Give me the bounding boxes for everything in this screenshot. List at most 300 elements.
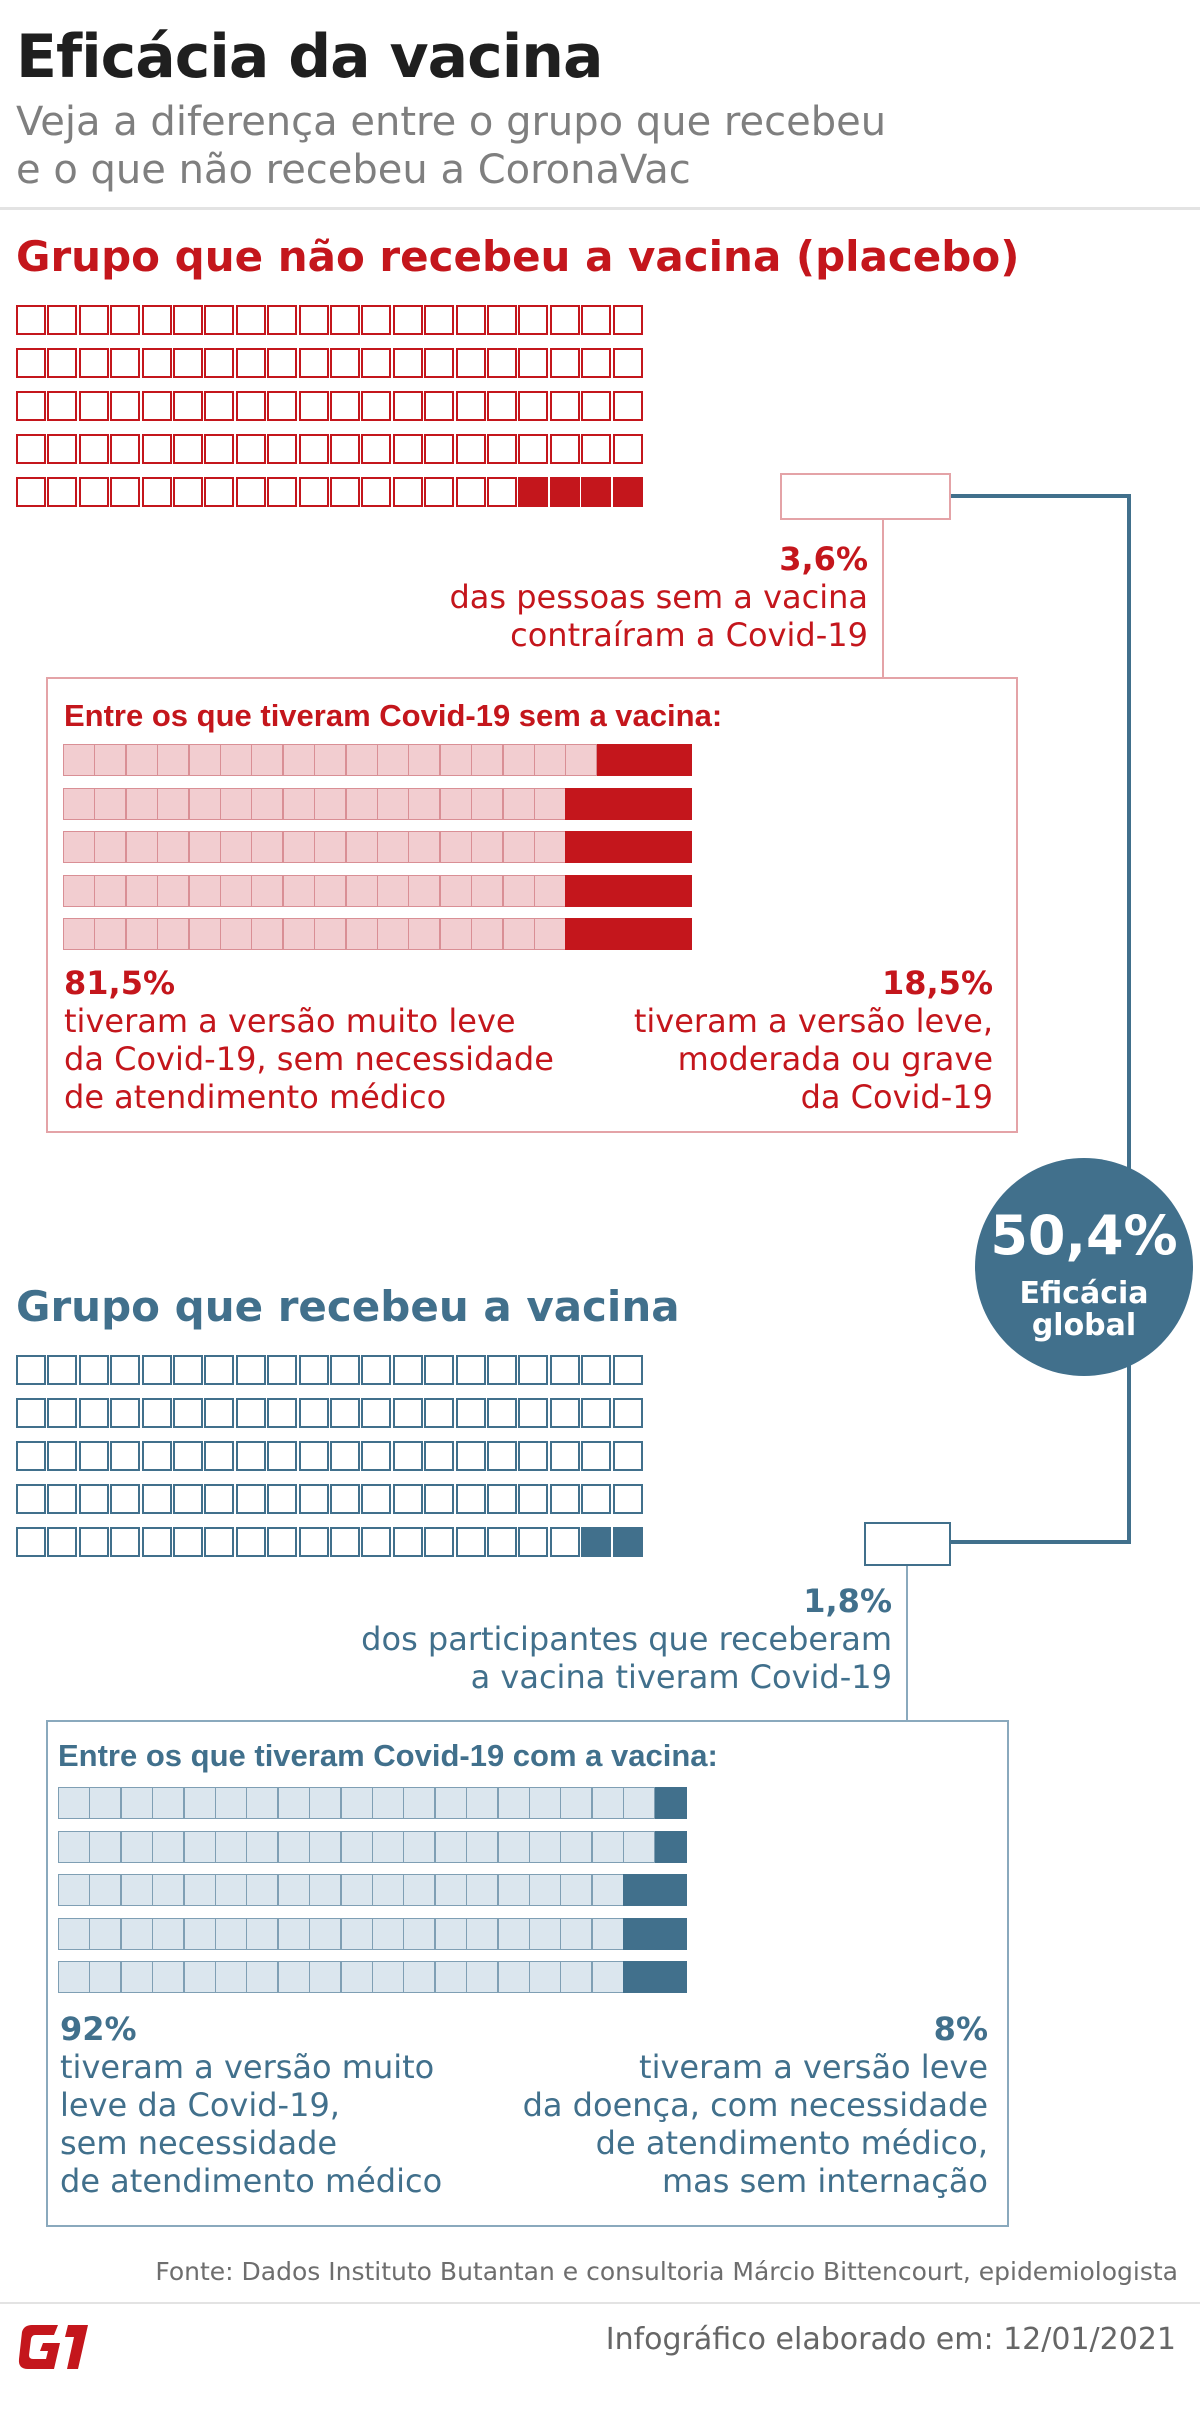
not-infected-cell — [47, 348, 77, 378]
mild-case-cell — [89, 1961, 121, 1993]
mild-case-cell — [157, 918, 189, 950]
not-infected-cell — [79, 1527, 109, 1557]
not-infected-cell — [361, 1441, 391, 1471]
mild-case-cell — [309, 1961, 341, 1993]
mild-case-cell — [314, 788, 346, 820]
mild-case-cell — [529, 1918, 561, 1950]
mild-case-cell — [346, 831, 378, 863]
mild-case-cell — [89, 1918, 121, 1950]
mild-case-cell — [403, 1918, 435, 1950]
not-infected-cell — [456, 477, 486, 507]
g1-logo — [18, 2322, 92, 2372]
not-infected-cell — [204, 391, 234, 421]
vaccine-stat-line-2: a vacina tiveram Covid-19 — [470, 1658, 892, 1696]
mild-case-cell — [498, 1787, 530, 1819]
not-infected-cell — [173, 1398, 203, 1428]
not-infected-cell — [487, 477, 517, 507]
mild-case-cell — [278, 1787, 310, 1819]
not-infected-cell — [487, 1398, 517, 1428]
vaccine-left-line-1: tiveram a versão muito — [60, 2048, 435, 2086]
not-infected-cell — [236, 348, 266, 378]
not-infected-cell — [393, 391, 423, 421]
not-infected-cell — [487, 305, 517, 335]
not-infected-cell — [330, 305, 360, 335]
not-infected-cell — [330, 1441, 360, 1471]
not-infected-cell — [330, 1398, 360, 1428]
not-infected-cell — [518, 1355, 548, 1385]
not-infected-cell — [550, 1355, 580, 1385]
mild-case-cell — [466, 1831, 498, 1863]
vaccine-right-line-3: de atendimento médico, — [595, 2124, 988, 2162]
not-infected-cell — [581, 1355, 611, 1385]
not-infected-cell — [299, 1355, 329, 1385]
placebo-connector-h — [951, 494, 1131, 498]
not-infected-cell — [267, 1527, 297, 1557]
not-infected-cell — [613, 1355, 643, 1385]
not-infected-cell — [424, 305, 454, 335]
mild-case-cell — [89, 1831, 121, 1863]
not-infected-cell — [267, 1398, 297, 1428]
mild-case-cell — [372, 1918, 404, 1950]
efficacy-label-line-1: Eficácia — [1019, 1276, 1149, 1311]
not-infected-cell — [330, 1355, 360, 1385]
mild-case-cell — [372, 1874, 404, 1906]
not-infected-cell — [550, 348, 580, 378]
not-infected-cell — [613, 1441, 643, 1471]
not-infected-cell — [267, 477, 297, 507]
mild-case-cell — [184, 1961, 216, 1993]
not-infected-cell — [424, 348, 454, 378]
mild-case-cell — [94, 788, 126, 820]
mild-case-cell — [341, 1787, 373, 1819]
mild-case-cell — [215, 1961, 247, 1993]
mild-case-cell — [58, 1831, 90, 1863]
mild-case-cell — [251, 918, 283, 950]
not-infected-cell — [142, 1355, 172, 1385]
not-infected-cell — [299, 1398, 329, 1428]
mild-case-cell — [215, 1831, 247, 1863]
not-infected-cell — [267, 1355, 297, 1385]
vaccine-stat-percent: 1,8% — [803, 1582, 892, 1620]
not-infected-cell — [361, 305, 391, 335]
mild-case-cell — [466, 1961, 498, 1993]
not-infected-cell — [424, 1527, 454, 1557]
mild-case-cell — [466, 1787, 498, 1819]
not-infected-cell — [173, 1527, 203, 1557]
mild-case-cell — [215, 1918, 247, 1950]
mild-case-cell — [534, 918, 566, 950]
not-infected-cell — [204, 348, 234, 378]
not-infected-cell — [142, 1398, 172, 1428]
mild-case-cell — [126, 918, 158, 950]
not-infected-cell — [393, 1398, 423, 1428]
not-infected-cell — [581, 434, 611, 464]
not-infected-cell — [173, 348, 203, 378]
mild-case-cell — [220, 788, 252, 820]
mild-case-cell — [251, 875, 283, 907]
not-infected-cell — [236, 1441, 266, 1471]
not-infected-cell — [613, 1484, 643, 1514]
severe-case-cell — [655, 1831, 687, 1863]
not-infected-cell — [550, 1441, 580, 1471]
mild-case-cell — [503, 831, 535, 863]
severe-case-cell — [597, 744, 629, 776]
efficacy-label — [975, 1278, 1193, 1342]
mild-case-cell — [278, 1918, 310, 1950]
mild-case-cell — [220, 831, 252, 863]
mild-case-cell — [184, 1831, 216, 1863]
not-infected-cell — [613, 391, 643, 421]
vaccine-stat — [300, 1582, 892, 1696]
not-infected-cell — [299, 305, 329, 335]
not-infected-cell — [393, 477, 423, 507]
mild-case-cell — [341, 1918, 373, 1950]
not-infected-cell — [47, 1441, 77, 1471]
severe-case-cell — [623, 1874, 655, 1906]
mild-case-cell — [184, 1918, 216, 1950]
not-infected-cell — [173, 1355, 203, 1385]
not-infected-cell — [361, 1398, 391, 1428]
not-infected-cell — [361, 1484, 391, 1514]
severe-case-cell — [660, 875, 692, 907]
mild-case-cell — [251, 788, 283, 820]
placebo-left-line-3: de atendimento médico — [64, 1078, 447, 1116]
not-infected-cell — [173, 477, 203, 507]
not-infected-cell — [204, 1441, 234, 1471]
not-infected-cell — [16, 1527, 46, 1557]
mild-case-cell — [58, 1918, 90, 1950]
mild-case-cell — [503, 744, 535, 776]
placebo-right-stat — [590, 964, 993, 1116]
not-infected-cell — [487, 1527, 517, 1557]
not-infected-cell — [518, 1527, 548, 1557]
mild-case-cell — [435, 1787, 467, 1819]
mild-case-cell — [346, 788, 378, 820]
mild-case-cell — [346, 875, 378, 907]
not-infected-cell — [267, 305, 297, 335]
not-infected-cell — [581, 305, 611, 335]
mild-case-cell — [534, 744, 566, 776]
mild-case-cell — [278, 1831, 310, 1863]
not-infected-cell — [110, 1441, 140, 1471]
not-infected-cell — [330, 477, 360, 507]
mild-case-cell — [126, 831, 158, 863]
placebo-left-line-2: da Covid-19, sem necessidade — [64, 1040, 554, 1078]
not-infected-cell — [16, 1484, 46, 1514]
vaccine-left-line-2: leve da Covid-19, — [60, 2086, 340, 2124]
mild-case-cell — [403, 1961, 435, 1993]
not-infected-cell — [110, 1484, 140, 1514]
vaccine-highlight-outline — [864, 1522, 951, 1566]
not-infected-cell — [330, 391, 360, 421]
not-infected-cell — [299, 1484, 329, 1514]
mild-case-cell — [408, 788, 440, 820]
not-infected-cell — [330, 434, 360, 464]
mild-case-cell — [215, 1787, 247, 1819]
mild-case-cell — [534, 875, 566, 907]
placebo-stat-percent: 3,6% — [779, 540, 868, 578]
mild-case-cell — [184, 1787, 216, 1819]
not-infected-cell — [424, 1484, 454, 1514]
mild-case-cell — [189, 788, 221, 820]
mild-case-cell — [94, 918, 126, 950]
mild-case-cell — [341, 1831, 373, 1863]
mild-case-cell — [63, 788, 95, 820]
placebo-left-line-1: tiveram a versão muito leve — [64, 1002, 516, 1040]
not-infected-cell — [110, 1527, 140, 1557]
not-infected-cell — [142, 477, 172, 507]
mild-case-cell — [121, 1874, 153, 1906]
not-infected-cell — [16, 348, 46, 378]
not-infected-cell — [456, 348, 486, 378]
not-infected-cell — [330, 348, 360, 378]
not-infected-cell — [487, 1484, 517, 1514]
mild-case-cell — [126, 788, 158, 820]
severe-case-cell — [628, 875, 660, 907]
mild-case-cell — [435, 1961, 467, 1993]
mild-case-cell — [435, 1874, 467, 1906]
mild-case-cell — [184, 1874, 216, 1906]
severe-case-cell — [660, 918, 692, 950]
placebo-right-line-3: da Covid-19 — [800, 1078, 993, 1116]
mild-case-cell — [309, 1787, 341, 1819]
mild-case-cell — [377, 744, 409, 776]
not-infected-cell — [361, 1355, 391, 1385]
not-infected-cell — [581, 1398, 611, 1428]
header-divider — [0, 207, 1200, 210]
not-infected-cell — [173, 391, 203, 421]
not-infected-cell — [424, 477, 454, 507]
not-infected-cell — [236, 391, 266, 421]
not-infected-cell — [581, 1484, 611, 1514]
infected-cell — [550, 477, 580, 507]
not-infected-cell — [518, 1441, 548, 1471]
infected-cell — [613, 1527, 643, 1557]
mild-case-cell — [498, 1961, 530, 1993]
not-infected-cell — [110, 391, 140, 421]
mild-case-cell — [126, 744, 158, 776]
not-infected-cell — [393, 348, 423, 378]
mild-case-cell — [63, 744, 95, 776]
not-infected-cell — [393, 434, 423, 464]
mild-case-cell — [471, 788, 503, 820]
mild-case-cell — [534, 831, 566, 863]
not-infected-cell — [518, 434, 548, 464]
placebo-section-title: Grupo que não recebeu a vacina (placebo) — [16, 232, 1020, 281]
mild-case-cell — [592, 1787, 624, 1819]
mild-case-cell — [189, 831, 221, 863]
mild-case-cell — [220, 875, 252, 907]
mild-case-cell — [592, 1874, 624, 1906]
not-infected-cell — [47, 477, 77, 507]
mild-case-cell — [152, 1831, 184, 1863]
not-infected-cell — [16, 1398, 46, 1428]
not-infected-cell — [518, 348, 548, 378]
mild-case-cell — [623, 1831, 655, 1863]
mild-case-cell — [346, 744, 378, 776]
not-infected-cell — [16, 1441, 46, 1471]
placebo-left-percent: 81,5% — [64, 964, 176, 1002]
not-infected-cell — [142, 434, 172, 464]
not-infected-cell — [299, 1441, 329, 1471]
mild-case-cell — [278, 1874, 310, 1906]
severe-case-cell — [597, 831, 629, 863]
not-infected-cell — [236, 1484, 266, 1514]
not-infected-cell — [267, 1484, 297, 1514]
placebo-stat-line-2: contraíram a Covid-19 — [510, 616, 868, 654]
not-infected-cell — [361, 1527, 391, 1557]
not-infected-cell — [16, 305, 46, 335]
vaccine-left-percent: 92% — [60, 2010, 137, 2048]
mild-case-cell — [251, 744, 283, 776]
mild-case-cell — [471, 744, 503, 776]
page-title: Eficácia da vacina — [16, 22, 603, 92]
mild-case-cell — [623, 1787, 655, 1819]
mild-case-cell — [372, 1961, 404, 1993]
vaccine-connector-h — [951, 1540, 1131, 1544]
mild-case-cell — [440, 875, 472, 907]
mild-case-cell — [498, 1831, 530, 1863]
vaccine-right-line-4: mas sem internação — [662, 2162, 988, 2200]
mild-case-cell — [498, 1874, 530, 1906]
placebo-left-stat — [64, 964, 584, 1116]
mild-case-cell — [246, 1918, 278, 1950]
not-infected-cell — [236, 434, 266, 464]
mild-case-cell — [152, 1787, 184, 1819]
efficacy-value: 50,4% — [990, 1204, 1178, 1267]
placebo-right-percent: 18,5% — [881, 964, 993, 1002]
not-infected-cell — [110, 477, 140, 507]
vaccine-stat-connector — [906, 1566, 908, 1721]
mild-case-cell — [471, 918, 503, 950]
mild-case-cell — [251, 831, 283, 863]
mild-case-cell — [58, 1961, 90, 1993]
not-infected-cell — [550, 1484, 580, 1514]
not-infected-cell — [424, 1441, 454, 1471]
mild-case-cell — [592, 1961, 624, 1993]
mild-case-cell — [440, 744, 472, 776]
mild-case-cell — [408, 831, 440, 863]
not-infected-cell — [299, 1527, 329, 1557]
not-infected-cell — [299, 348, 329, 378]
mild-case-cell — [471, 831, 503, 863]
mild-case-cell — [529, 1874, 561, 1906]
not-infected-cell — [299, 477, 329, 507]
not-infected-cell — [361, 391, 391, 421]
not-infected-cell — [487, 1441, 517, 1471]
infected-cell — [581, 1527, 611, 1557]
severe-case-cell — [655, 1918, 687, 1950]
mild-case-cell — [283, 918, 315, 950]
not-infected-cell — [204, 1355, 234, 1385]
not-infected-cell — [613, 348, 643, 378]
not-infected-cell — [142, 348, 172, 378]
mild-case-cell — [157, 831, 189, 863]
mild-case-cell — [152, 1961, 184, 1993]
mild-case-cell — [435, 1918, 467, 1950]
not-infected-cell — [142, 391, 172, 421]
severe-case-cell — [623, 1961, 655, 1993]
not-infected-cell — [581, 391, 611, 421]
severe-case-cell — [597, 788, 629, 820]
not-infected-cell — [424, 1355, 454, 1385]
not-infected-cell — [393, 1355, 423, 1385]
mild-case-cell — [246, 1874, 278, 1906]
not-infected-cell — [110, 348, 140, 378]
mild-case-cell — [220, 744, 252, 776]
mild-case-cell — [58, 1874, 90, 1906]
not-infected-cell — [361, 434, 391, 464]
mild-case-cell — [94, 744, 126, 776]
mild-case-cell — [403, 1787, 435, 1819]
severe-case-cell — [655, 1961, 687, 1993]
mild-case-cell — [283, 875, 315, 907]
vaccine-right-line-2: da doença, com necessidade — [522, 2086, 988, 2124]
placebo-stat — [360, 540, 868, 654]
not-infected-cell — [79, 1484, 109, 1514]
severe-case-cell — [655, 1787, 687, 1819]
mild-case-cell — [189, 744, 221, 776]
source-note: Fonte: Dados Instituto Butantan e consultoria Márcio Bittencourt, epidemiologista — [155, 2257, 1178, 2286]
mild-case-cell — [592, 1918, 624, 1950]
mild-case-cell — [278, 1961, 310, 1993]
vaccine-section-title: Grupo que recebeu a vacina — [16, 1282, 680, 1331]
efficacy-badge — [975, 1158, 1193, 1376]
not-infected-cell — [424, 1398, 454, 1428]
not-infected-cell — [110, 434, 140, 464]
placebo-highlight-outline — [780, 473, 951, 520]
mild-case-cell — [309, 1874, 341, 1906]
mild-case-cell — [408, 875, 440, 907]
mild-case-cell — [341, 1874, 373, 1906]
not-infected-cell — [110, 1355, 140, 1385]
not-infected-cell — [518, 305, 548, 335]
not-infected-cell — [550, 1398, 580, 1428]
severe-case-cell — [660, 744, 692, 776]
not-infected-cell — [550, 391, 580, 421]
not-infected-cell — [518, 1398, 548, 1428]
efficacy-connector-v — [1127, 494, 1131, 1544]
not-infected-cell — [456, 1398, 486, 1428]
not-infected-cell — [613, 434, 643, 464]
not-infected-cell — [47, 1355, 77, 1385]
not-infected-cell — [267, 348, 297, 378]
mild-case-cell — [403, 1874, 435, 1906]
not-infected-cell — [79, 305, 109, 335]
vaccine-right-stat — [500, 2010, 988, 2200]
not-infected-cell — [267, 1441, 297, 1471]
not-infected-cell — [204, 1527, 234, 1557]
infected-cell — [613, 477, 643, 507]
mild-case-cell — [189, 918, 221, 950]
vaccine-left-line-4: de atendimento médico — [60, 2162, 443, 2200]
mild-case-cell — [246, 1831, 278, 1863]
mild-case-cell — [89, 1787, 121, 1819]
not-infected-cell — [393, 1527, 423, 1557]
not-infected-cell — [267, 434, 297, 464]
mild-case-cell — [592, 1831, 624, 1863]
not-infected-cell — [550, 1527, 580, 1557]
mild-case-cell — [283, 788, 315, 820]
vaccine-right-percent: 8% — [933, 2010, 988, 2048]
not-infected-cell — [47, 434, 77, 464]
not-infected-cell — [487, 348, 517, 378]
not-infected-cell — [47, 1527, 77, 1557]
mild-case-cell — [341, 1961, 373, 1993]
mild-case-cell — [560, 1918, 592, 1950]
efficacy-label-line-2: global — [1031, 1308, 1137, 1343]
severe-case-cell — [597, 875, 629, 907]
